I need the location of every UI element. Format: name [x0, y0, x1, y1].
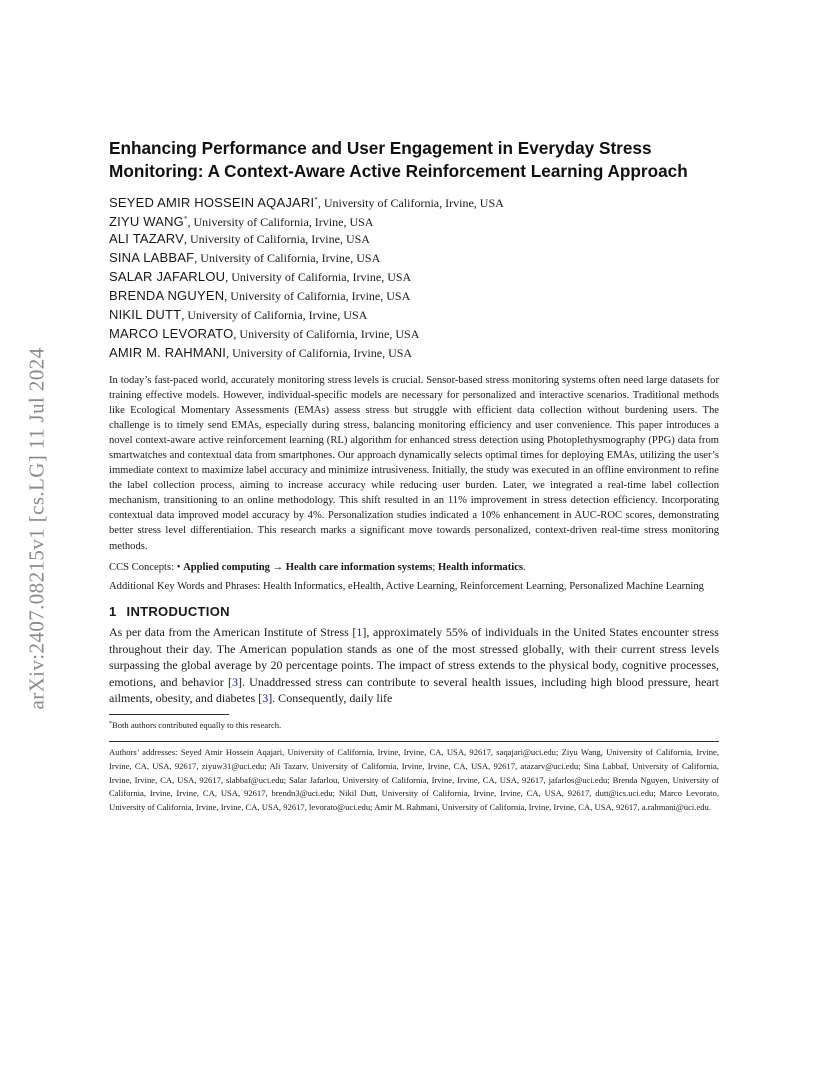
footnote — [109, 718, 719, 732]
ccs-label: CCS Concepts: • — [109, 561, 184, 573]
intro-text: ]. Consequently, daily life — [268, 691, 393, 706]
author-entry — [109, 343, 719, 362]
author-entry — [109, 305, 719, 324]
abstract: In today’s fast-paced world, accurately monitoring stress levels is crucial. Sensor-based stress monitoring systems often need large datasets for training effective models. However, individual-specific models are necessary for personalized and interactive scenarios. Traditional methods like Ecological Momentary Assessments (EMAs) assess stress but struggle with efficient data collection without burdening users. The challenge is to timely send EMAs, especially during stress, balancing monitoring efficiency and user convenience. This paper introduces a novel context-aware active reinforcement learning (RL) algorithm for enhanced stress detection using Photoplethysmography (PPG) data from smartwatches and contextual data from smartphones. Our approach dynamically selects optimal times for deploying EMAs, utilizing the user’s immediate context to maximize label accuracy and minimize intrusiveness. Initially, the study was executed in an offline environment to refine the label collection process, aiming to increase accuracy while reducing user burden. Later, we integrated a real-time label collection mechanism, transitioning to an online methodology. This shift resulted in an 11% improvement in stress detection efficiency. Incorporating contextual data improved model accuracy by 4%. Personalization studies indicated a 10% enhancement in AUC-ROC scores, demonstrating better stress level differentiation. This research marks a significant move towards personalized, context-driven real-time stress monitoring methods. — [109, 375, 719, 552]
author-entry — [109, 286, 719, 305]
author-addresses: Authors’ addresses: Seyed Amir Hossein Aqajari, University of California, Irvine, Irvine, CA, USA, 92617, saqajari@uci.edu; Ziyu Wang, University of California, Irvine, Irvine, CA, USA, 92617, ziyuw31@uci.edu; Ali Tazarv, University of California, Irvine, Irvine, CA, USA, 92617, atazarv@uci.edu; Sina Labbaf, University of California, Irvine, Irvine, CA, USA, 92617, slabbaf@uci.edu; Salar Jafarlou, University of California, Irvine, Irvine, CA, USA, 92617, jafarlos@uci.edu; Brenda Nguyen, University of California, Irvine, Irvine, CA, USA, 92617, brendn3@uci.edu; Nikil Dutt, University of California, Irvine, Irvine, CA, USA, 92617, dutt@ics.uci.edu; Marco Levorato, University of California, Irvine, Irvine, CA, USA, 92617, levorato@uci.edu; Amir M. Rahmani, University of California, Irvine, Irvine, CA, USA, 92617, a.rahmani@uci.edu. — [109, 747, 719, 813]
footnote-mark: * — [109, 721, 112, 728]
intro-text: As per data from the American Institute of Stress [ — [109, 625, 357, 640]
author-affiliation: , University of California, Irvine, USA — [224, 289, 411, 303]
author-name: ZIYU WANG — [109, 214, 184, 229]
author-affiliation: , University of California, Irvine, USA — [183, 232, 370, 246]
ccs-item: Health informatics — [438, 561, 524, 573]
author-name: ALI TAZARV — [109, 231, 184, 246]
author-affiliation: , University of California, Irvine, USA — [194, 251, 381, 265]
ccs-item: Applied computing → Health care information systems — [183, 561, 433, 573]
author-entry — [109, 248, 719, 267]
footnote-text: Both authors contributed equally to this research. — [112, 720, 282, 731]
author-affiliation: , University of California, Irvine, USA — [233, 327, 420, 341]
author-entry — [109, 267, 719, 286]
author-entry — [109, 229, 719, 248]
author-entry — [109, 191, 719, 210]
author-affiliation: , University of California, Irvine, USA — [226, 346, 413, 360]
author-name: NIKIL DUTT — [109, 307, 182, 322]
section-title: INTRODUCTION — [126, 604, 230, 620]
addresses-divider — [109, 741, 719, 742]
arxiv-identifier-text: arXiv:2407.08215v1 [cs.LG] 11 Jul 2024 — [24, 346, 49, 710]
author-entry — [109, 324, 719, 343]
ccs-separator: ; — [432, 561, 438, 573]
section-heading — [109, 603, 719, 621]
paper-first-page — [109, 137, 719, 815]
arxiv-identifier-stamp — [16, 298, 58, 758]
intro-text: ]. Unaddressed stress can contribute to several health issues, including high blood pressure, heart ailments, obesity, and diabetes [ — [109, 674, 719, 706]
intro-text: ], approximately 55% of individuals in the United States encounter stress throughout their day. The American population stands as one of the most stressed globally, with their current stress levels surpassing the global average by 20 percentage points. The impact of stress extends to the physical body, cognitive processes, emotions, and behavior [ — [109, 625, 719, 689]
citation-link[interactable]: 3 — [262, 691, 269, 706]
author-name: MARCO LEVORATO — [109, 326, 234, 341]
author-affiliation: , University of California, Irvine, USA — [181, 308, 368, 322]
author-name: SEYED AMIR HOSSEIN AQAJARI — [109, 195, 315, 210]
citation-link[interactable]: 3 — [231, 674, 238, 689]
paper-title: Enhancing Performance and User Engagement in Everyday Stress Monitoring: A Context-Aware Active Reinforcement Learning Approach — [109, 138, 688, 181]
author-mark: * — [183, 215, 188, 223]
ccs-concepts — [109, 560, 719, 575]
author-affiliation: , University of California, Irvine, USA — [317, 196, 504, 210]
author-affiliation: , University of California, Irvine, USA — [225, 270, 412, 284]
ccs-end: . — [523, 561, 526, 573]
author-name: BRENDA NGUYEN — [109, 288, 225, 303]
author-list — [109, 191, 719, 362]
citation-link[interactable]: 1 — [356, 625, 363, 640]
section-number: 1 — [109, 604, 117, 620]
introduction-paragraph — [109, 624, 719, 707]
footnote-divider — [109, 714, 229, 715]
author-mark: * — [314, 196, 318, 204]
keywords: Additional Key Words and Phrases: Health Informatics, eHealth, Active Learning, Reinforcement Learning, Personalized Machine Learning — [109, 580, 704, 592]
author-name: SINA LABBAF — [109, 250, 195, 265]
author-affiliation: , University of California, Irvine, USA — [187, 215, 374, 229]
author-name: AMIR M. RAHMANI — [109, 345, 227, 360]
author-name: SALAR JAFARLOU — [109, 269, 226, 284]
author-entry — [109, 210, 719, 229]
